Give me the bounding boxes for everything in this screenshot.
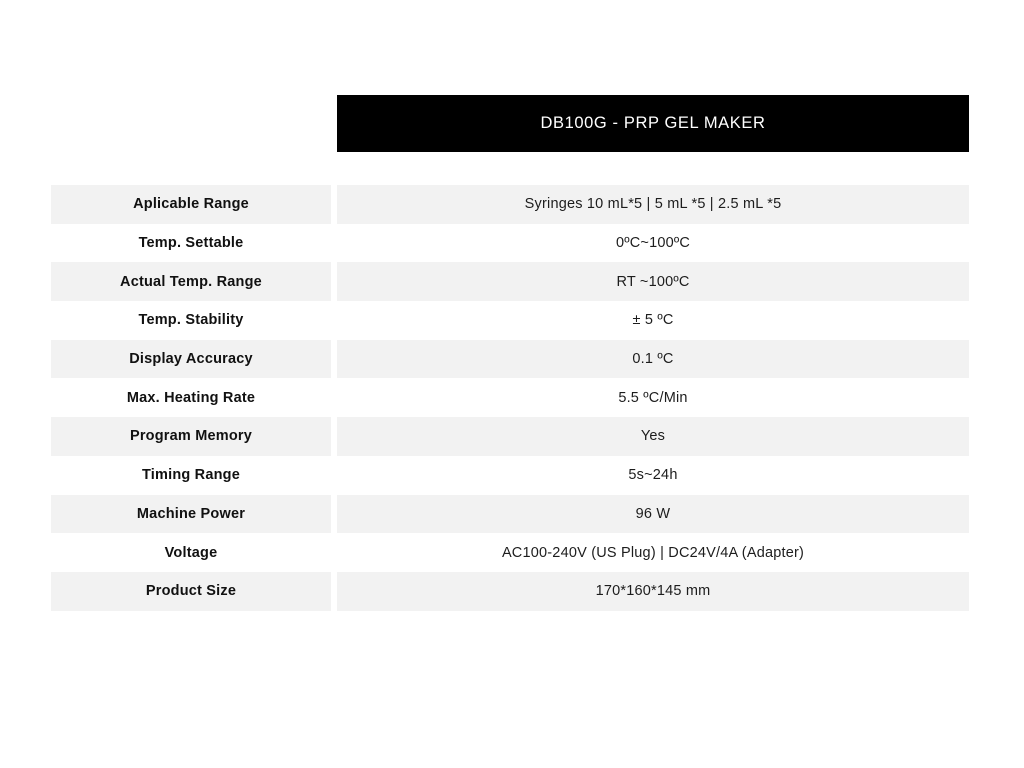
table-row [51,224,969,263]
page-title: DB100G - PRP GEL MAKER [540,114,766,132]
table-row [51,340,969,379]
spec-value: 170*160*145 mm [337,572,969,611]
specifications-table [51,185,969,611]
spec-label: Timing Range [51,456,331,495]
spec-label: Product Size [51,572,331,611]
spec-value: RT ~100ºC [337,262,969,301]
spec-label: Machine Power [51,495,331,534]
spec-label: Actual Temp. Range [51,262,331,301]
spec-value: 0ºC~100ºC [337,224,969,263]
spec-label: Program Memory [51,417,331,456]
table-row [51,301,969,340]
spec-value: AC100-240V (US Plug) | DC24V/4A (Adapter) [337,533,969,572]
spec-value: 5.5 ºC/Min [337,378,969,417]
spec-label: Temp. Stability [51,301,331,340]
spec-value: 96 W [337,495,969,534]
spec-label: Aplicable Range [51,185,331,224]
spec-label: Temp. Settable [51,224,331,263]
spec-value: 5s~24h [337,456,969,495]
spec-value: ± 5 ºC [337,301,969,340]
spec-label: Voltage [51,533,331,572]
spec-value: Syringes 10 mL*5 | 5 mL *5 | 2.5 mL *5 [337,185,969,224]
spec-label: Display Accuracy [51,340,331,379]
table-row [51,572,969,611]
specifications-table-body [51,185,969,611]
spec-value: 0.1 ºC [337,340,969,379]
table-row [51,378,969,417]
table-row [51,533,969,572]
spec-value: Yes [337,417,969,456]
table-row [51,495,969,534]
table-row [51,417,969,456]
product-title-banner [337,95,969,152]
table-row [51,262,969,301]
table-row [51,185,969,224]
table-row [51,456,969,495]
spec-label: Max. Heating Rate [51,378,331,417]
